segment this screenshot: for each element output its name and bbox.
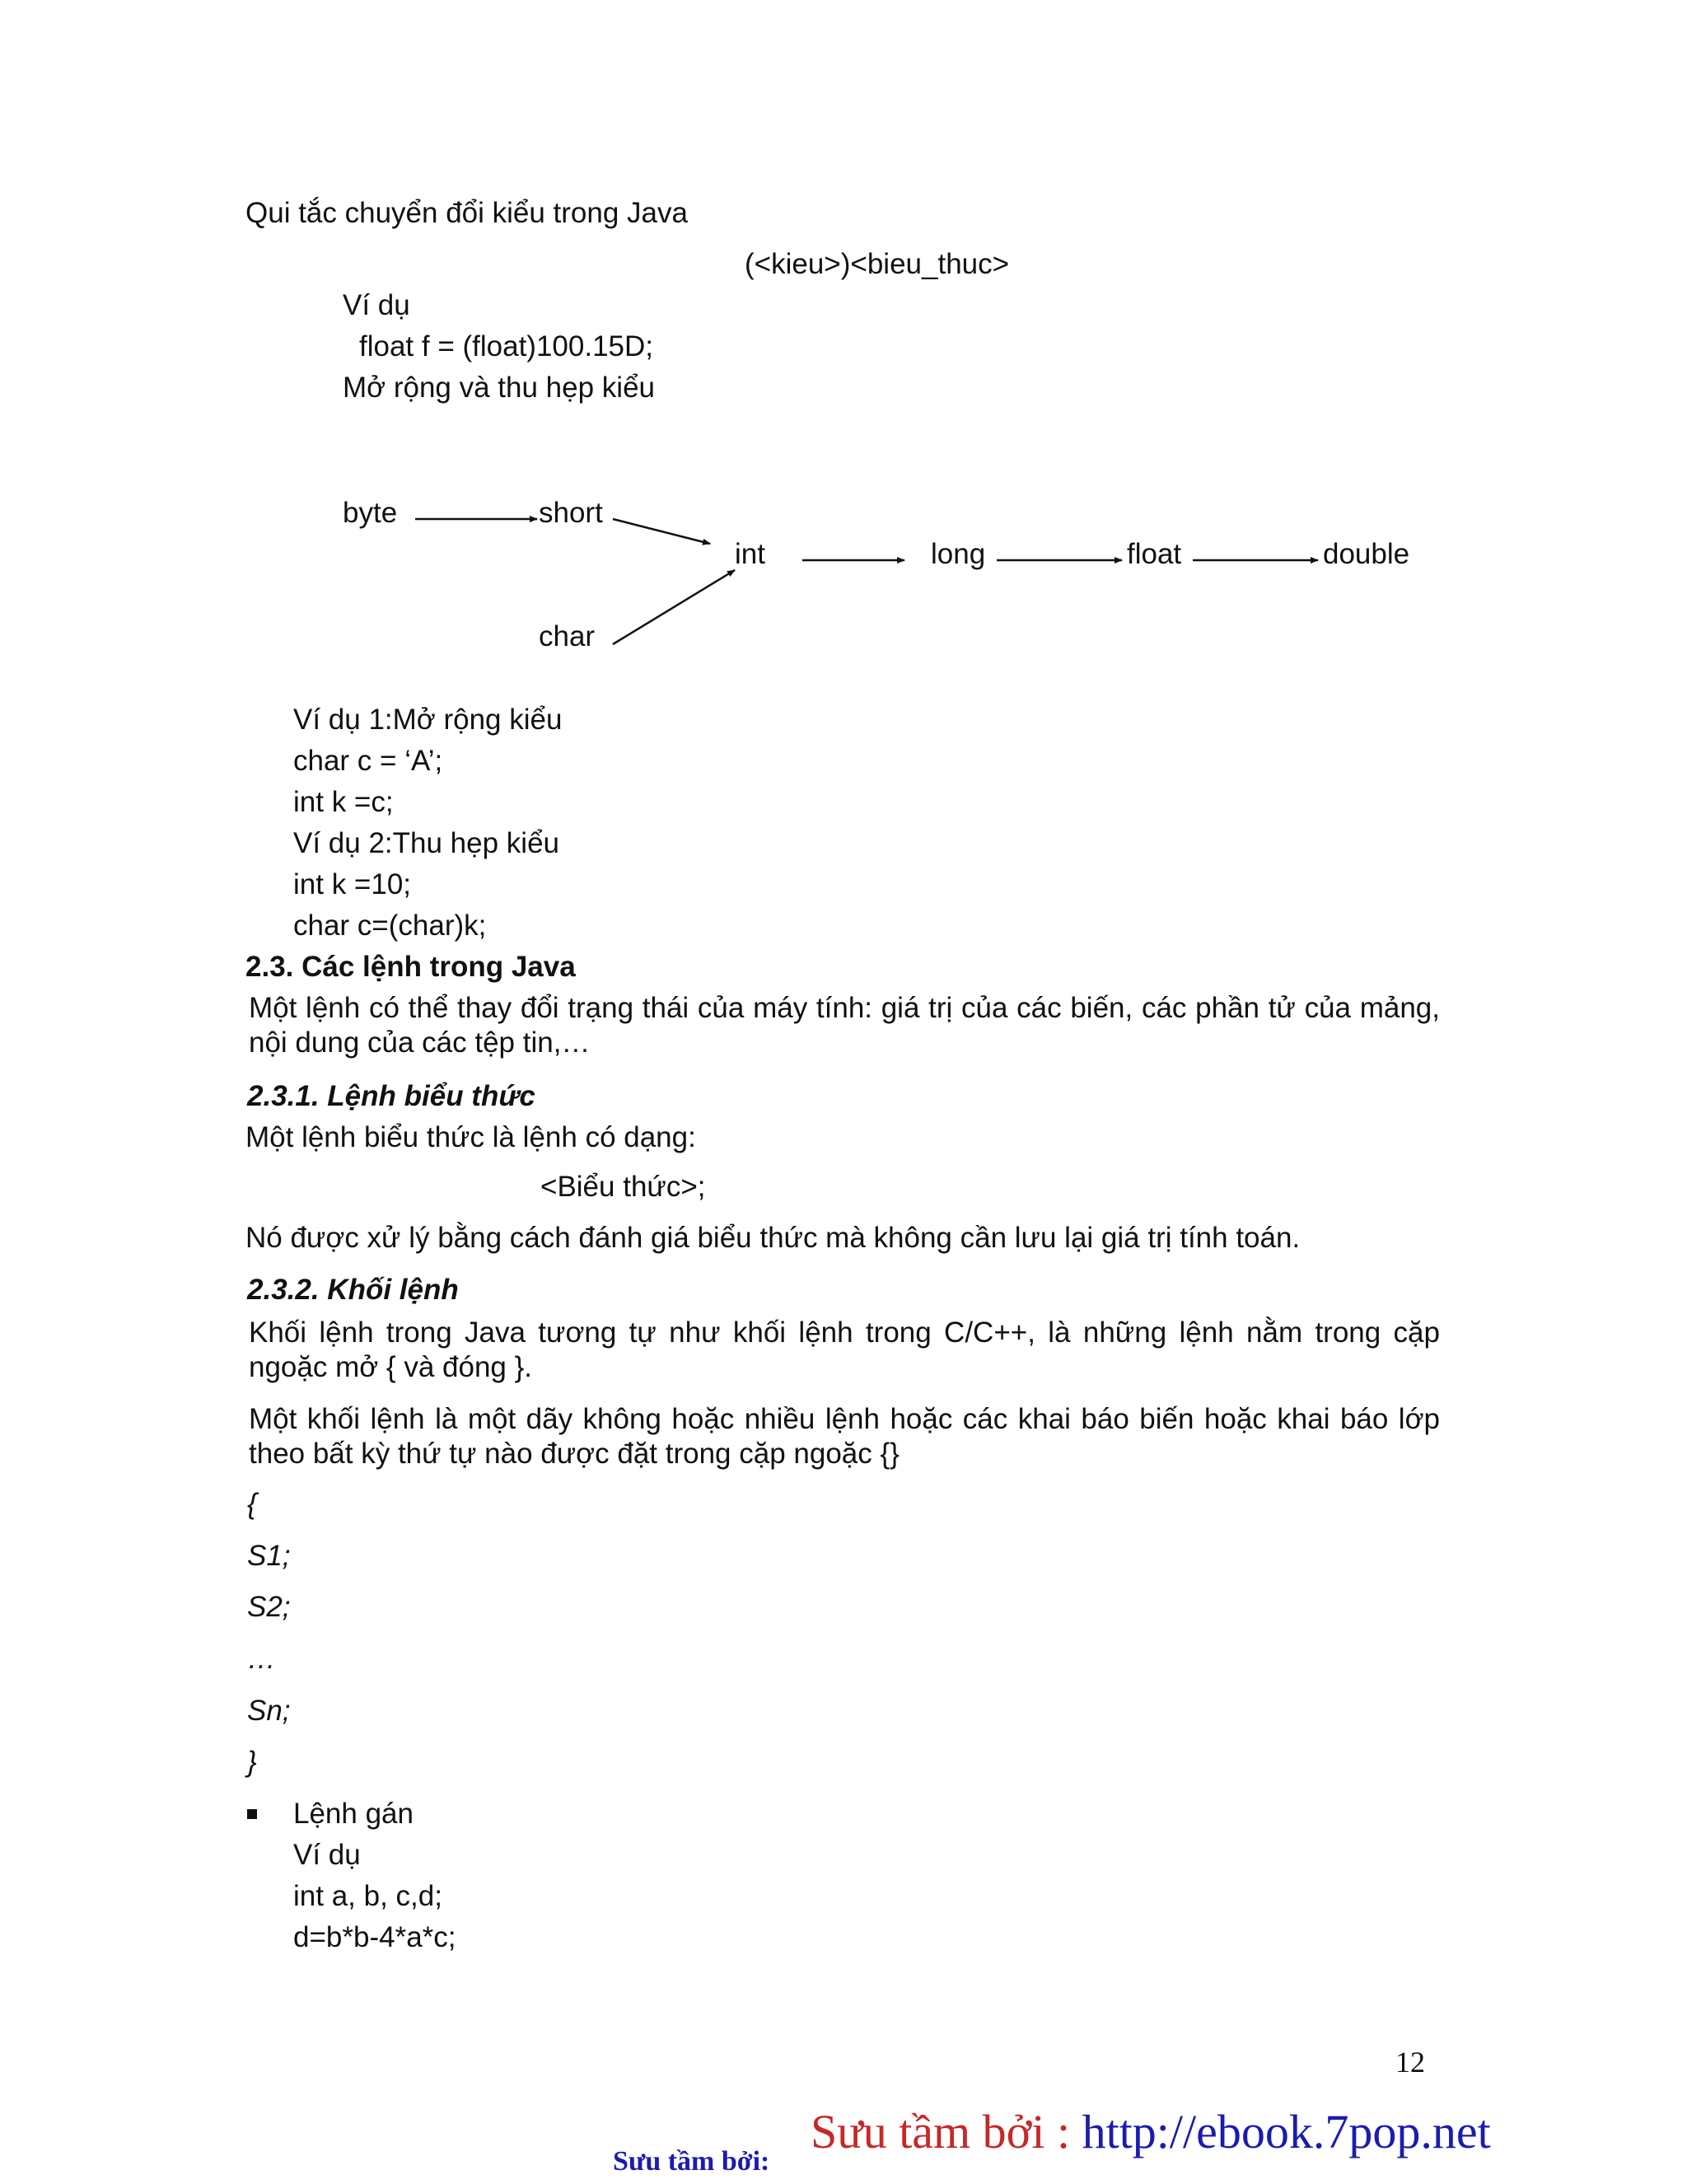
assignment-line: Ví dụ xyxy=(293,1839,361,1871)
example-line: char c = ‘A’; xyxy=(293,745,443,777)
assignment-bullet-label: Lệnh gán xyxy=(293,1798,414,1830)
expression-statement-def: Một lệnh biểu thức là lệnh có dạng: xyxy=(245,1121,696,1153)
block-line: S1; xyxy=(247,1540,291,1572)
expression-syntax: <Biểu thức>; xyxy=(540,1171,706,1203)
arrow-short-int xyxy=(613,519,710,544)
page-number: 12 xyxy=(1395,2046,1425,2079)
footer-credit-banner xyxy=(811,2104,1491,2159)
example-label: Ví dụ xyxy=(343,289,410,321)
example-line: char c=(char)k; xyxy=(293,910,487,942)
example-line: int k =c; xyxy=(293,786,394,818)
block-line: { xyxy=(247,1488,257,1520)
example-code: float f = (float)100.15D; xyxy=(359,330,654,362)
footer-credit-small: Sưu tầm bởi: xyxy=(613,2146,770,2177)
section-heading-2-3-2: 2.3.2. Khối lệnh xyxy=(247,1274,459,1306)
intro-title: Qui tắc chuyển đổi kiểu trong Java xyxy=(245,197,688,229)
node-float: float xyxy=(1127,538,1182,570)
block-line: Sn; xyxy=(247,1695,291,1727)
node-short: short xyxy=(539,497,603,529)
example-line: Ví dụ 2:Thu hẹp kiểu xyxy=(293,827,559,859)
example-line: Ví dụ 1:Mở rộng kiểu xyxy=(293,704,563,736)
footer-url-link[interactable]: http://ebook.7pop.net xyxy=(1082,2105,1491,2158)
section-body-2-3: Một lệnh có thể thay đổi trạng thái của máy tính: giá trị của các biến, các phần tử của mảng, nội dung của các tệp tin,… xyxy=(249,992,1440,1059)
arrow-char-int xyxy=(613,570,735,644)
assignment-line: d=b*b-4*a*c; xyxy=(293,1921,456,1953)
node-double: double xyxy=(1323,538,1410,570)
block-definition: Một khối lệnh là một dãy không hoặc nhiều lệnh hoặc các khai báo biến hoặc khai báo lớp theo bất kỳ thứ tự nào được đặt trong cặp ngoặc {} xyxy=(249,1403,1440,1470)
example-line: int k =10; xyxy=(293,868,412,900)
widen-narrow-label: Mở rộng và thu hẹp kiểu xyxy=(343,372,656,404)
block-line: … xyxy=(247,1643,276,1675)
node-byte: byte xyxy=(343,497,398,529)
assignment-line: int a, b, c,d; xyxy=(293,1880,442,1912)
section-heading-2-3: 2.3. Các lệnh trong Java xyxy=(245,951,576,983)
block-line: S2; xyxy=(247,1591,291,1623)
expression-note: Nó được xử lý bằng cách đánh giá biểu thức mà không cần lưu lại giá trị tính toán. xyxy=(245,1222,1301,1254)
block-line: } xyxy=(247,1746,257,1778)
node-int: int xyxy=(735,538,765,570)
bullet-square-icon xyxy=(247,1809,257,1819)
footer-credit-prefix: Sưu tầm bởi : xyxy=(811,2105,1082,2158)
node-long: long xyxy=(931,538,986,570)
cast-syntax: (<kieu>)<bieu_thuc> xyxy=(745,248,1010,280)
node-char: char xyxy=(539,620,596,652)
block-description: Khối lệnh trong Java tương tự như khối lệnh trong C/C++, là những lệnh nằm trong cặp ngoặc mở { và đóng }. xyxy=(249,1316,1440,1383)
section-heading-2-3-1: 2.3.1. Lệnh biểu thức xyxy=(247,1080,535,1112)
